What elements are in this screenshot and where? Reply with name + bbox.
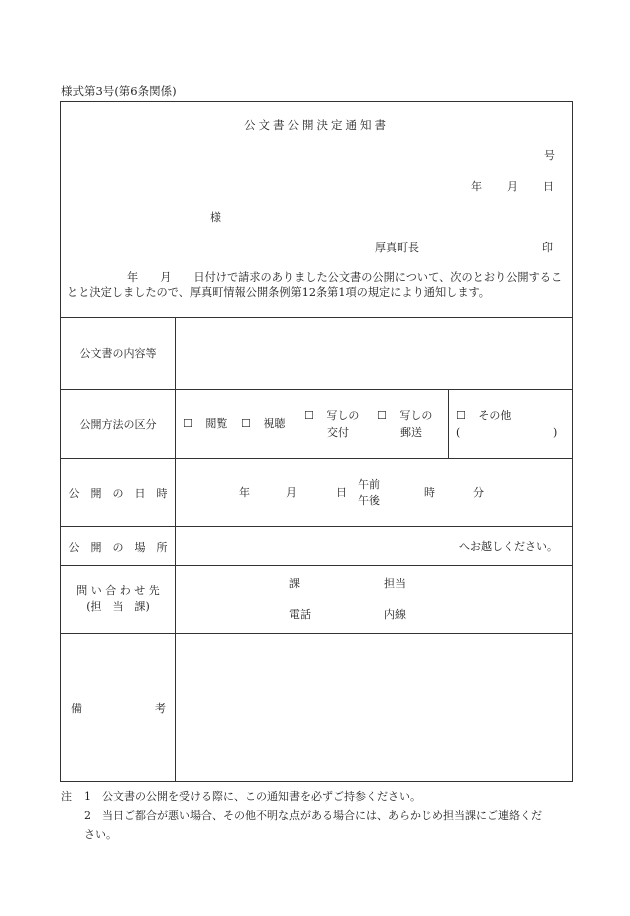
notes	[61, 787, 576, 844]
row-divider	[61, 389, 572, 390]
option-view	[183, 418, 227, 429]
datetime-month: 月	[286, 486, 297, 499]
checkbox-icon[interactable]: ☐	[241, 417, 251, 430]
date-month-label: 月	[507, 180, 518, 193]
note-text-continued: さい。	[84, 828, 117, 841]
issuer-name: 厚真町長	[375, 241, 419, 254]
contact-label-line2: (担 当 課)	[86, 600, 150, 613]
datetime-year: 年	[239, 486, 250, 499]
datetime-pm: 午後	[358, 494, 380, 507]
form-title: 公文書公開決定通知書	[244, 118, 389, 132]
option-copy-mail	[377, 410, 432, 421]
remarks-label-right: 考	[155, 702, 166, 715]
label-column-divider	[175, 317, 176, 782]
contact-extension: 内線	[384, 608, 406, 621]
notice-form	[60, 101, 573, 782]
contact-phone: 電話	[289, 608, 311, 621]
option-copy-delivery	[304, 410, 359, 421]
option-copy-mail-label-1: 写しの	[399, 409, 433, 422]
checkbox-icon[interactable]: ☐	[377, 409, 387, 422]
addressee-suffix: 様	[210, 211, 221, 224]
option-copy-delivery-label-2: 交付	[327, 426, 349, 439]
contact-label-line1: 問 い 合 わ せ 先	[76, 584, 160, 597]
option-listen-label: 視聴	[263, 417, 286, 430]
form-id: 様式第3号(第6条関係)	[61, 84, 177, 98]
date-year-label: 年	[471, 180, 482, 193]
option-copy-mail-label-2: 郵送	[400, 426, 422, 439]
note-number: 1	[84, 790, 91, 803]
method-label: 公開方法の区分	[79, 418, 157, 431]
method-other-divider	[448, 389, 449, 458]
note-item	[61, 806, 576, 825]
remarks-label-left: 備	[71, 702, 82, 715]
checkbox-icon[interactable]: ☐	[304, 409, 314, 422]
option-listen	[241, 418, 285, 429]
note-number: 2	[84, 809, 91, 822]
row-divider	[61, 458, 572, 459]
note-text: 当日ご都合が悪い場合、その他不明な点がある場合には、あらかじめ担当課にご連絡くだ	[102, 809, 542, 822]
datetime-hour: 時	[424, 486, 435, 499]
other-paren-close: )	[553, 426, 558, 439]
date-day-label: 日	[543, 180, 554, 193]
datetime-label: 公 開 の 日 時	[68, 487, 168, 500]
place-label: 公 開 の 場 所	[68, 541, 168, 554]
row-divider	[61, 317, 572, 318]
other-paren-open: (	[456, 426, 461, 439]
row-divider	[61, 633, 572, 634]
note-item-continuation	[61, 825, 576, 844]
option-copy-delivery-label-1: 写しの	[326, 409, 360, 422]
datetime-minute: 分	[473, 486, 484, 499]
notes-marker: 注	[61, 790, 72, 803]
place-suffix: へお越しください。	[459, 540, 558, 553]
notice-body	[67, 270, 569, 300]
seal-mark: 印	[542, 241, 553, 254]
option-view-label: 閲覧	[205, 417, 228, 430]
contact-person: 担当	[384, 577, 406, 590]
body-year: 年	[127, 271, 139, 284]
note-item	[61, 787, 576, 806]
contact-section: 課	[289, 577, 300, 590]
option-other-label: その他	[478, 409, 512, 422]
body-text: 日付けで請求のありました公文書の公開について、次のとおり公開することと決定しましたので、厚真町情報公開条例第12条第1項の規定により通知します。	[67, 271, 563, 299]
body-month: 月	[160, 271, 172, 284]
row-divider	[61, 526, 572, 527]
note-text: 公文書の公開を受ける際に、この通知書を必ずご持参ください。	[102, 790, 421, 803]
datetime-day: 日	[336, 486, 347, 499]
checkbox-icon[interactable]: ☐	[183, 417, 193, 430]
checkbox-icon[interactable]: ☐	[456, 409, 466, 422]
option-other	[456, 410, 511, 421]
row-divider	[61, 565, 572, 566]
datetime-am: 午前	[358, 478, 380, 491]
number-label: 号	[544, 149, 555, 162]
content-label: 公文書の内容等	[79, 347, 157, 360]
